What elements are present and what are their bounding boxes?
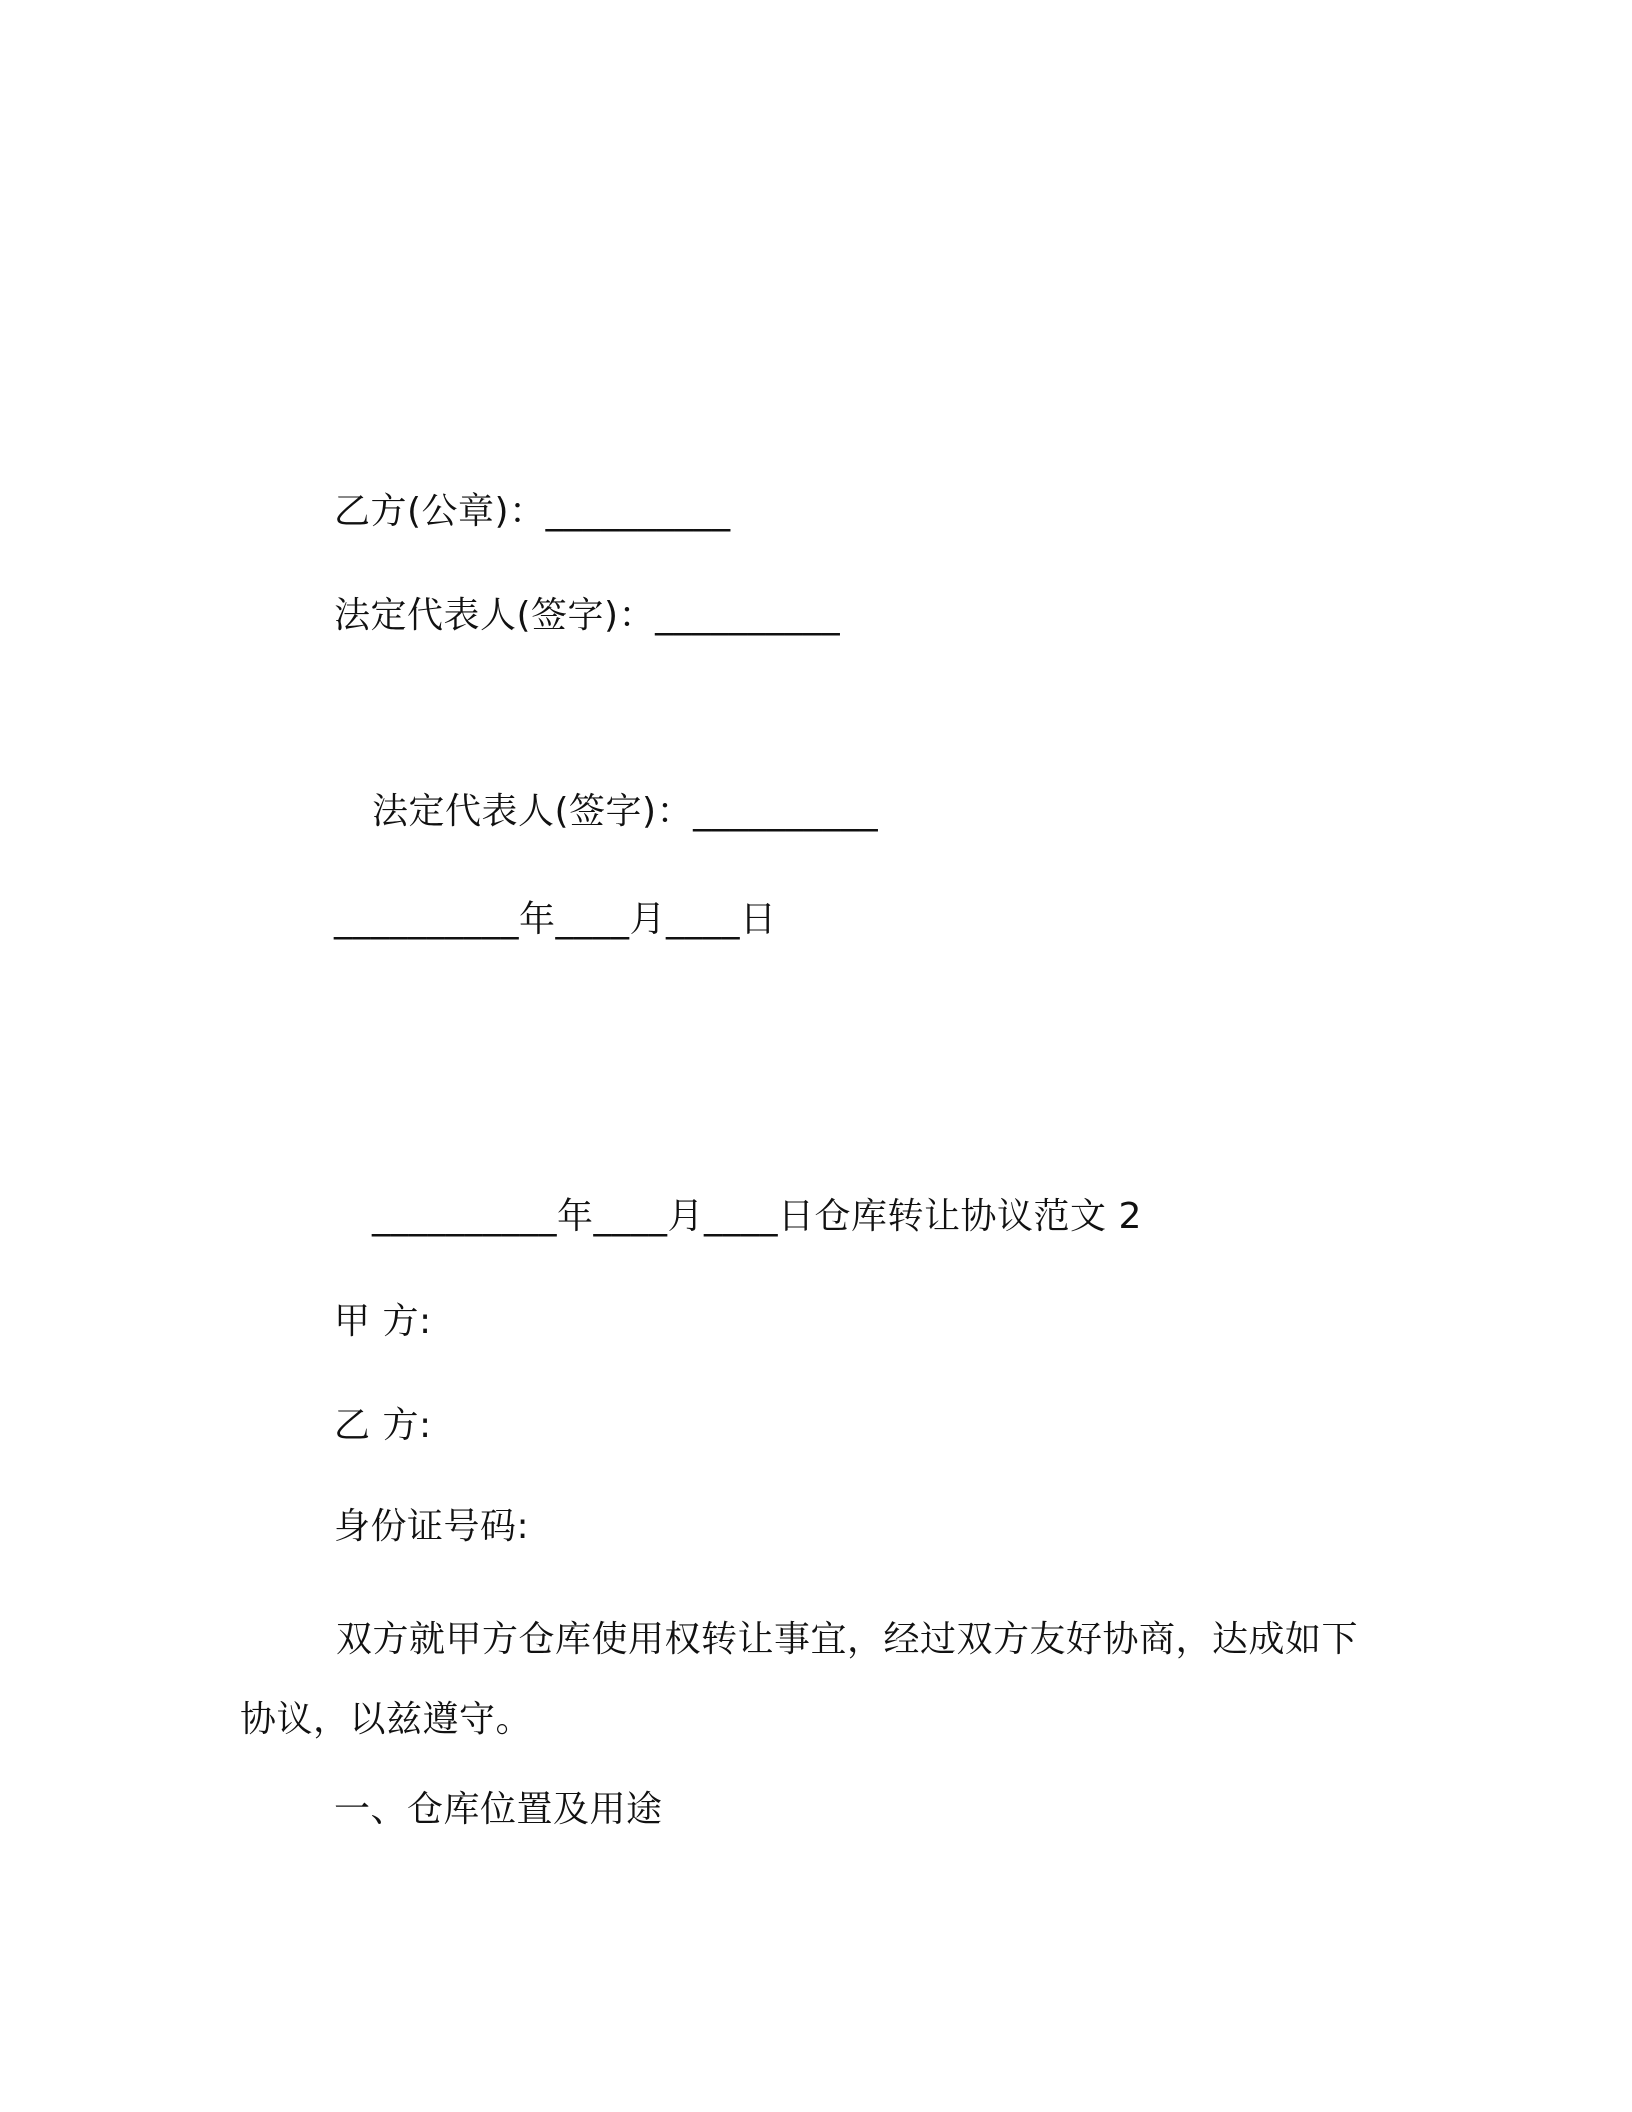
party-a-label: 甲 方: — [334, 1301, 432, 1342]
document-title: __________年____月____日仓库转让协议范文 2 — [372, 1196, 1142, 1237]
legal-rep-signature-line: 法定代表人(签字)：__________ — [334, 595, 841, 636]
legal-rep-signature-line-second: 法定代表人(签字)：__________ — [372, 791, 879, 832]
party-b-label: 乙 方: — [334, 1405, 432, 1446]
id-number-label: 身份证号码: — [334, 1506, 530, 1547]
intro-paragraph: 双方就甲方仓库使用权转让事宜，经过双方友好协商，达成如下协议，以兹遵守。 — [240, 1619, 1359, 1740]
date-line: __________年____月____日 — [334, 899, 777, 940]
section-heading: 一、仓库位置及用途 — [334, 1789, 663, 1830]
party-b-seal-line: 乙方(公章)：__________ — [334, 491, 731, 532]
